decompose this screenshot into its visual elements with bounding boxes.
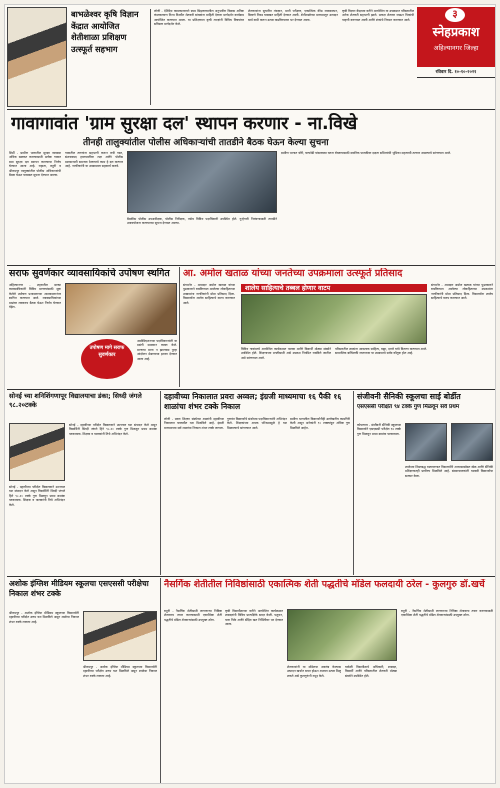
farming-headline: नैसर्गिक शेतीतील निविष्ठांसाठी एकात्मिक शेती पद्धतीचे मॉडेल फलदायी ठरेल - कुलगुरु डॉ.खर्चे (164, 579, 485, 590)
top-story-headline: बाभळेश्वर कृषि विज्ञान केंद्रात आयोजित शेतीशाळा प्रशिक्षण उत्स्फूर्त सहभाग (71, 9, 139, 54)
ashok-headline: अशोक इंग्लिश मीडियम स्कूलचा एसएससी परीक्षेचा निकाल शंभर टक्के (9, 579, 149, 598)
sonai-text-b: सोनई - दहावीच्या परीक्षेत विद्यालयाने उज्ज्वल यश संपादन केले असून विद्यार्थिनी सिध्दी जंगले हिने ९८.२० टक्के गुण मिळवून प्रथम क्रमांक पटकावला. शिक्षक व पालकांनी तिचे अभिनंदन केले. (9, 485, 65, 507)
sainik-text-a: कोपरगाव - संजीवनी सैनिकी स्कूलच्या विद्यार्थ्याने एसएससी परीक्षेत ९४ टक्के गुण मिळवून प्रथम क्रमांक पटकावला. (357, 423, 401, 436)
sainik-photo-2 (451, 423, 493, 461)
top-story-headline-box (71, 9, 147, 107)
result-headline: दहावीच्या निकालात प्रवरा अव्वल; इंग्रजी माध्यमाचा १६ पैकी १६ शाळांचा शंभर टक्के निकाल (164, 392, 342, 411)
lead-text-a: शिर्डी - ग्रामीण भागातील सुरक्षा व्यवस्था अधिक बळकट करण्यासाठी प्रत्येक गावात ग्राम सुरक्षा दल स्थापन करण्याचा निर्णय घेण्यात आला आहे. राहाता, राहुरी व श्रीरामपूर तालुक्यांतील पोलीस अधिकाऱ्यांची बैठक घेऊन याबाबत सूचना देण्यात आल्या. (9, 151, 61, 178)
khatal-text-a: संगमनेर - आमदार अमोल खताळ यांच्या पुढाकाराने राबविण्यात आलेल्या लोकहिताच्या उपक्रमांना नागरिकांनी मोठा प्रतिसाद दिला. विद्यार्थ्यांना शालेय साहित्याचे वाटप करण्यात आले. (183, 283, 235, 305)
saraf-photo (65, 283, 177, 335)
khatal-text-c: परिसरातील शाळांना आवश्यक साहित्य, वह्या, दप्तरे यांचे वितरण करण्यात आले. सामाजिक बांधिलकी जपणाऱ्या या उपक्रमाचे सर्वत्र कौतुक होत आहे. (335, 347, 427, 356)
newspaper-page (4, 4, 496, 784)
saraf-headline: सराफ सुवर्णकार व्यावसायिकांचे उपोषण स्थगित (9, 268, 170, 279)
masthead (417, 7, 495, 67)
khatal-text-b: विविध गावांमध्ये आयोजित कार्यक्रमात पालक आणि विद्यार्थी मोठ्या संख्येने उपस्थित होते. शिक्षणाच्या प्रगतीसाठी असे उपक्रम नियमित राबविले जातील असे सांगण्यात आले. (241, 347, 331, 360)
top-story-col3: कृषी विज्ञान केंद्राच्या वतीने आयोजित या उपक्रमात परिसरातील अनेक शेतकरी सहभागी झाले. प्रत्यक्ष शेतावर जाऊन पिकांची पाहणी करण्यात आली आणि शंकांचे निरसन करण्यात आले. (342, 9, 414, 22)
farming-text-d: यावेळी विद्यापीठाचे अधिकारी, शास्त्रज्ञ, विद्यार्थी आणि परिसरातील शेतकरी मोठ्या संख्येने उपस्थित होते. (345, 665, 397, 678)
sainik-text-b: शाळेच्या शिस्तबद्ध वातावरणात विद्यार्थ्यांनी अभ्यासासोबत खेळ आणि सैनिकी प्रशिक्षणातही प्रावीण्य मिळविले आहे. संस्थाचालकांनी यशस्वी विद्यार्थ्यांचा सत्कार केला. (405, 465, 493, 478)
ashok-text: श्रीरामपूर - अशोक इंग्लिश मीडियम स्कूलच्या विद्यार्थ्यांनी दहावीच्या परीक्षेत उत्तम यश मिळविले असून शाळेचा निकाल शंभर टक्के लागला आहे. (9, 611, 79, 624)
result-text-c: ग्रामीण भागातील विद्यार्थ्यांनीही उल्लेखनीय कामगिरी केली असून अनेकांनी ९० टक्क्यांहून अधिक गुण मिळविले आहेत. (290, 417, 350, 430)
top-story-col1: लोणी - देशिंदेच कामकाजाराने स्थम सिझ्णाय्यातील अनुभवीरा विद्यास अतिक कंजकरायण निश्च विश्वीन शेतकरी बांधवांना माहिती देणारा मार्गदर्शन कार्यक्रम आयोजित करण्यात आला. या प्रशिक्षणात कृषी तज्ज्ञांनी विविध विषयांवर सविस्तर मार्गदर्शन केले. (154, 9, 244, 27)
saraf-text-a: अहिल्यानगर - शहरातील सराफ व्यावसायिकांनी विविध मागण्यांसाठी सुरू केलेले उपोषण प्रशासनाच्या आश्वासनानंतर स्थगित करण्यात आले. व्यावसायिकांच्या प्रश्नांवर लवकरच बैठक घेऊन निर्णय घेण्यात येईल. (9, 283, 61, 310)
farming-photo (287, 609, 397, 661)
lead-text-b: गावातील तरुणांना सहभागी करून रात्री गस्त, संशयास्पद हालचालींवर लक्ष आणि पोलीस प्रशासनाशी समन्वय ठेवण्याचे काम हे दल करणार आहे. नागरिकांनी या उपक्रमाला सहकार्य करावे. (65, 151, 123, 169)
farmers-training-photo (7, 7, 67, 107)
farming-text-b: कृषी विद्यापीठाच्या वतीने आयोजित कार्यक्रमात शास्त्रज्ञांनी विविध प्रात्यक्षिके सादर केली. पशुधन, चारा पिके आणि सेंद्रिय खत निर्मितीवर भर देण्यात आला. (225, 609, 283, 627)
lead-headline: गावागावांत 'ग्राम सुरक्षा दल' स्थापन करणार - ना.विखे (11, 114, 358, 134)
sainik-photo-1 (405, 423, 447, 461)
result-text-a: लोणी - प्रवरा शिक्षण संस्थेच्या शाळांनी दहावीच्या निकालात घवघवीत यश मिळविले आहे. इंग्रजी माध्यमाच्या सर्व शाळांचा निकाल शंभर टक्के लागला. (164, 417, 224, 430)
saraf-text-b: असोसिएशनच्या पदाधिकाऱ्यांनी या प्रसंगी समाधान व्यक्त केले. मागण्या मान्य न झाल्यास पुन्हा आंदोलन छेडण्याचा इशारा देण्यात आला आहे. (137, 339, 177, 361)
result-text-b: गुणवंत विद्यार्थ्यांचे संस्थेच्या पदाधिकाऱ्यांनी अभिनंदन केले. शिक्षकांच्या अथक परिश्रमामुळे हे यश मिळाल्याचे सांगण्यात आले. (227, 417, 287, 430)
masthead-subtitle: अहिल्यानगर जिल्हा (433, 44, 479, 52)
lead-text-c: बैठकीस पोलीस उपअधीक्षक, पोलीस निरीक्षक, तसेच विविध पदाधिकारी उपस्थित होते. गुन्हेगारी नियंत्रणासाठी तातडीने उपाययोजना करण्याच्या सूचना देण्यात आल्या. (127, 217, 277, 226)
khatal-text-d: संगमनेर - आमदार अमोल खताळ यांच्या पुढाकाराने राबविण्यात आलेल्या लोकहिताच्या उपक्रमांना नागरिकांनी मोठा प्रतिसाद दिला. विद्यार्थ्यांना शालेय साहित्याचे वाटप करण्यात आले. (431, 283, 493, 301)
top-story-col2: शेतकऱ्यांना सुधारित तंत्रज्ञान, माती परीक्षण, एकात्मिक कीड व्यवस्थापन, बियाणे निवड याबाबत माहिती देण्यात आली. शेतीशाळेच्या माध्यमातून उत्पादन खर्च कमी करून उत्पन्न वाढविण्यावर भर देण्यात आला. (248, 9, 338, 22)
meeting-photo (127, 151, 277, 213)
ashok-photo (83, 611, 157, 661)
sainik-headline: संजीवनी सैनिकी स्कूलचा साई बोर्डीत (357, 392, 461, 401)
farming-text-a: राहुरी - नैसर्गिक शेतीसाठी लागणाऱ्या निविष्ठा शेतावरच तयार करण्यासाठी एकात्मिक शेती पद्धतीचे मॉडेल शेतकऱ्यांसाठी उपयुक्त ठरेल. (164, 609, 222, 622)
lead-subheadline: तीनही तालुक्यांतील पोलीस अधिकाऱ्यांची तातडीने बैठक घेऊन केल्या सुचना (83, 138, 329, 148)
sonai-headline: सोनई च्या शनिशिंगणापूर विद्यालयाचा डंका; सिध्दी जंगले ९८.२०टक्के (9, 392, 142, 409)
khatal-headline: आ. अमोल खताळ यांच्या जनतेच्या उपक्रमाला उत्स्फूर्त प्रतिसाद (183, 268, 403, 279)
masthead-date: रविवार दि. १०-१०-२०२१ (435, 70, 477, 75)
ashok-text-b: श्रीरामपूर - अशोक इंग्लिश मीडियम स्कूलच्या विद्यार्थ्यांनी दहावीच्या परीक्षेत उत्तम यश मिळविले असून शाळेचा निकाल शंभर टक्के लागला आहे. (83, 665, 157, 678)
saraf-badge: उपोषण मागे सराफ सुवर्णकार (81, 339, 133, 379)
sonai-student-photo (9, 423, 65, 481)
masthead-title: स्नेहप्रकाश (432, 24, 480, 39)
khatal-inner-headline: शालेय साहित्याचे तब्बल होणार वाटप (241, 284, 427, 292)
sainik-subheadline: एसएससी परीक्षेत ९४ टक्के गुण मिळवून सर्व प्रथम (357, 404, 460, 410)
sonai-text: सोनई - दहावीच्या परीक्षेत विद्यालयाने उज्ज्वल यश संपादन केले असून विद्यार्थिनी सिध्दी जंगले हिने ९८.२० टक्के गुण मिळवून प्रथम क्रमांक पटकावला. शिक्षक व पालकांनी तिचे अभिनंदन केले. (69, 423, 157, 436)
top-left-photo-block (7, 7, 67, 107)
lead-text-d: ग्रामीण भागात चोरी, घरफोडी यांसारख्या घटना रोखण्यासाठी स्थानिक पातळीवर दक्षता समित्यांची भूमिका महत्वाची ठरणार असल्याचे सांगण्यात आले. (281, 151, 452, 155)
farming-text-e: राहुरी - नैसर्गिक शेतीसाठी लागणाऱ्या निविष्ठा शेतावरच तयार करण्यासाठी एकात्मिक शेती पद्धतीचे मॉडेल शेतकऱ्यांसाठी उपयुक्त ठरेल. (401, 609, 493, 618)
masthead-page-number: ३ (445, 8, 465, 22)
khatal-photo (241, 294, 427, 344)
farming-text-c: शेतकऱ्यांनी या मॉडेलचा अवलंब केल्यास उत्पादन खर्चात बचत होऊन शाश्वत उत्पन्न मिळू शकते असे कुलगुरूंनी नमूद केले. (287, 665, 341, 678)
